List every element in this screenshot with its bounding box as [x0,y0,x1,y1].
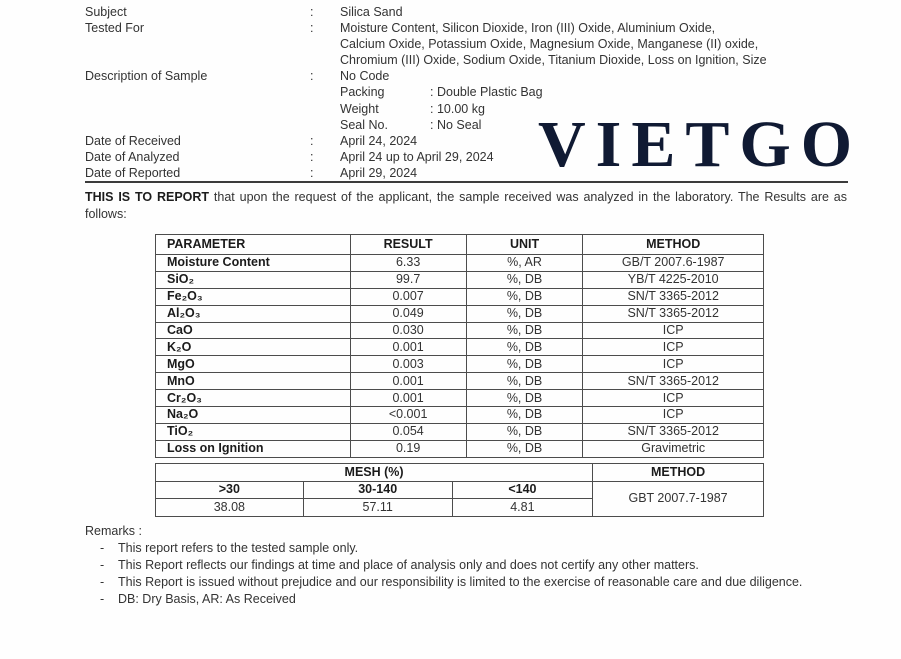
colon: : [430,117,434,132]
info-value: April 29, 2024 [340,165,418,180]
mesh-col-header: >30 [156,481,304,499]
table-row [156,440,764,457]
method-cell: SN/T 3365-2012 [583,305,764,322]
mesh-columns-row [156,481,764,499]
remark-item [85,591,847,608]
method-cell: SN/T 3365-2012 [583,373,764,390]
table-row [156,305,764,322]
info-value: April 24, 2024 [340,133,418,148]
mesh-value-cell: 57.11 [303,499,452,517]
colon-spacer [310,84,340,100]
result-cell: 99.7 [350,271,466,288]
mesh-value-cell: 4.81 [452,499,592,517]
remark-text: This Report is issued without prejudice and our responsibility is limited to the exercise of reasonable care and due diligence. [118,575,803,589]
report-statement-bold: THIS IS TO REPORT [85,190,210,204]
colon: : [310,5,314,19]
param-cell: K₂O [156,339,351,356]
mesh-header-row [156,464,764,482]
header-unit: UNIT [466,235,583,255]
results-header-row [156,235,764,255]
info-sublabel: Packing [340,85,385,100]
method-cell: ICP [583,407,764,424]
param-cell: TiO₂ [156,423,351,440]
method-cell: SN/T 3365-2012 [583,288,764,305]
remark-text: This Report reflects our findings at time and place of analysis only and does not certify any other matters. [118,558,699,572]
mesh-title-cell: MESH (%) [156,464,593,482]
info-label: Date of Received [85,133,181,148]
method-cell: ICP [583,322,764,339]
method-cell: SN/T 3365-2012 [583,423,764,440]
method-cell: GB/T 2007.6-1987 [583,255,764,272]
remark-item [85,574,847,591]
bullet-dash: - [100,592,105,606]
info-sublabel: Weight [340,101,379,116]
header-result: RESULT [350,235,466,255]
table-row [156,407,764,424]
result-cell: 0.001 [350,373,466,390]
header-parameter: PARAMETER [156,235,351,255]
param-cell: SiO₂ [156,271,351,288]
colon-spacer [310,52,340,68]
info-value: No Code [340,69,390,84]
remark-text: This report refers to the tested sample only. [118,541,359,555]
param-cell: MgO [156,356,351,373]
report-statement [85,189,847,223]
info-label [85,117,310,133]
colon: : [310,149,314,164]
result-cell: 0.030 [350,322,466,339]
report-statement-text: that upon the request of the applicant, the sample received was analyzed in the laboratory. The Results are as follows: [85,190,847,221]
result-cell: 0.049 [350,305,466,322]
bullet-dash: - [100,541,105,555]
param-cell: Na₂O [156,407,351,424]
info-label [85,84,310,100]
param-cell: CaO [156,322,351,339]
method-cell: ICP [583,356,764,373]
result-cell: <0.001 [350,407,466,424]
info-value: Double Plastic Bag [436,85,543,100]
mesh-method-header: METHOD [593,464,764,482]
colon: : [310,133,314,148]
info-label: Date of Analyzed [85,149,180,164]
remark-text: DB: Dry Basis, AR: As Received [118,592,296,606]
method-cell: ICP [583,390,764,407]
bullet-dash: - [100,558,105,572]
mesh-col-header: 30-140 [303,481,452,499]
mesh-col-header: <140 [452,481,592,499]
info-value: Calcium Oxide, Potassium Oxide, Magnesium Oxide, Manganese (II) oxide, [340,37,759,52]
result-cell: 0.007 [350,288,466,305]
info-line-description [85,68,855,84]
info-value: Chromium (III) Oxide, Sodium Oxide, Titanium Dioxide, Loss on Ignition, Size [340,53,767,68]
info-sublabel: Seal No. [340,117,388,132]
param-cell: Fe₂O₃ [156,288,351,305]
param-cell: MnO [156,373,351,390]
unit-cell: %, DB [466,271,583,288]
unit-cell: %, DB [466,407,583,424]
unit-cell: %, DB [466,440,583,457]
info-value: 10.00 kg [436,101,485,116]
param-cell: Moisture Content [156,255,351,272]
info-label: Date of Reported [85,165,181,180]
colon-spacer [310,36,340,52]
colon-spacer [310,101,340,117]
info-line-tested-for [85,20,855,36]
colon: : [310,165,314,180]
info-label [85,36,310,52]
remarks-section [85,523,847,608]
info-value: April 24 up to April 29, 2024 [340,149,494,164]
info-line-tested-for-cont [85,52,855,68]
table-row [156,255,764,272]
info-value: Silica Sand [340,5,403,19]
unit-cell: %, DB [466,373,583,390]
remark-item [85,540,847,557]
remark-item [85,557,847,574]
result-cell: 0.001 [350,390,466,407]
info-line-subject [85,4,855,20]
unit-cell: %, DB [466,339,583,356]
result-cell: 6.33 [350,255,466,272]
mesh-method-value: GBT 2007.7-1987 [593,481,764,516]
info-line-packing [85,84,855,100]
method-cell: ICP [583,339,764,356]
table-row [156,339,764,356]
result-cell: 0.054 [350,423,466,440]
info-value: No Seal [436,117,482,132]
colon-spacer [310,117,340,133]
table-row [156,356,764,373]
table-row [156,423,764,440]
header-divider [85,181,848,183]
info-label: Tested For [85,21,145,36]
mesh-value-cell: 38.08 [156,499,304,517]
info-subrow [340,84,855,100]
unit-cell: %, DB [466,322,583,339]
info-label: Description of Sample [85,69,208,84]
unit-cell: %, DB [466,390,583,407]
unit-cell: %, DB [466,356,583,373]
result-cell: 0.003 [350,356,466,373]
unit-cell: %, DB [466,423,583,440]
method-cell: YB/T 4225-2010 [583,271,764,288]
method-cell: Gravimetric [583,440,764,457]
info-label: Subject [85,5,127,19]
colon: : [430,85,434,100]
unit-cell: %, AR [466,255,583,272]
table-row [156,288,764,305]
mesh-table [155,463,764,517]
bullet-dash: - [100,575,105,589]
info-label [85,101,310,117]
table-row [156,271,764,288]
colon: : [310,69,314,84]
param-cell: Cr₂O₃ [156,390,351,407]
result-cell: 0.001 [350,339,466,356]
param-cell: Loss on Ignition [156,440,351,457]
info-label [85,52,310,68]
results-table [155,234,764,458]
unit-cell: %, DB [466,305,583,322]
param-cell: Al₂O₃ [156,305,351,322]
remarks-title: Remarks : [85,524,142,538]
table-row [156,373,764,390]
colon: : [430,101,434,116]
info-value: Moisture Content, Silicon Dioxide, Iron (III) Oxide, Aluminium Oxide, [340,21,716,36]
header-method: METHOD [583,235,764,255]
unit-cell: %, DB [466,288,583,305]
vietgo-logo: VIETGO [538,108,863,181]
info-line-tested-for-cont [85,36,855,52]
table-row [156,390,764,407]
colon: : [310,21,314,36]
table-row [156,322,764,339]
result-cell: 0.19 [350,440,466,457]
